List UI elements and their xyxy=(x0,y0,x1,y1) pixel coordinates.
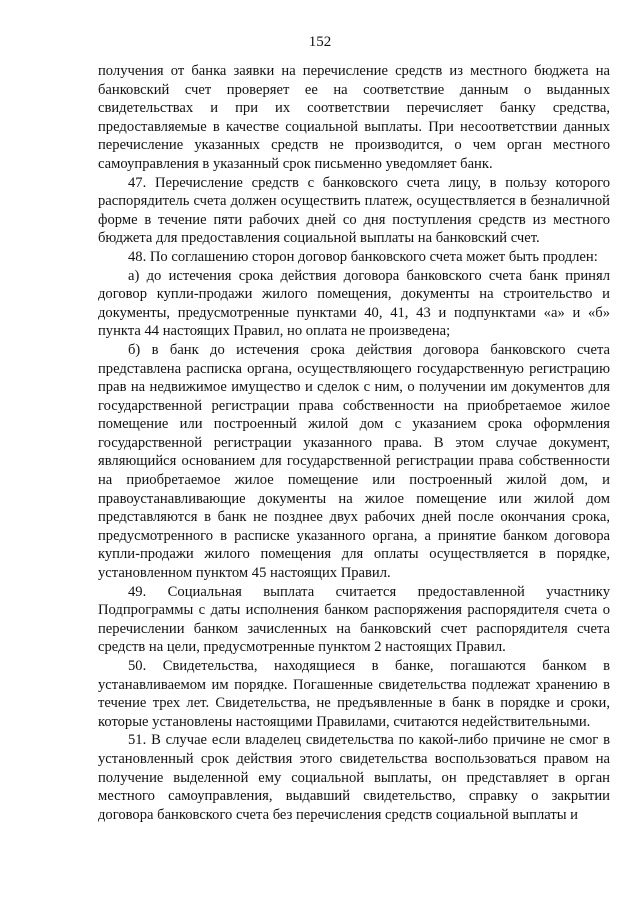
paragraph-49: 49. Социальная выплата считается предоставленной участнику Подпрограммы с даты исполнения банком распоряжения распорядителя счета о перечислении банком зачисленных на банковский счет распорядителя счета средств на цели, предусмотренные пунктом 2 настоящих Правил. xyxy=(98,583,610,656)
paragraph-51: 51. В случае если владелец свидетельства по какой-либо причине не смог в установленный срок действия этого свидетельства воспользоваться правом на получение выделенной ему социальной выплаты, он представляет в орган местного самоуправления, выдавший свидетельство, справку о закрытии договора банковского счета без перечисления средств социальной выплаты и xyxy=(98,732,610,823)
paragraph-48: 48. По соглашению сторон договор банковского счета может быть продлен: xyxy=(128,248,598,265)
paragraph-50: 50. Свидетельства, находящиеся в банке, погашаются банком в устанавливаемом им порядке. Погашенные свидетельства подлежат хранению в течение трех лет. Свидетельства, не предъявленные в банк в порядке и сроки, которые установлены настоящими Правилами, считаются недействительными. xyxy=(98,658,610,730)
paragraph-48-a: а) до истечения срока действия договора банковского счета банк принял договор купли-продажи жилого помещения, документы на строительство и документы, предусмотренные пунктами 40, 41, 43 и подпунктами «а» и «б» пункта 44 настоящих Правил, но оплата не произведена; xyxy=(98,267,610,340)
page-number: 152 xyxy=(308,34,332,50)
body-text xyxy=(98,62,610,824)
paragraph-48-b: б) в банк до истечения срока действия договора банковского счета представлена расписка органа, осуществляющего государственную регистрацию прав на недвижимое имущество и сделок с ним, о получении им документов для государственной регистрации права собственности на приобретаемое жилое помещение или построенный жилой дом с указанием срока оформления государственной регистрации указанного права. В этом случае документ, являющийся основанием для государственной регистрации права собственности на приобретаемое жилое помещение или построенный жилой дом, и правоустанавливающие документы на жилое помещение или жилой дом представляются в банк не позднее двух рабочих дней после окончания срока, предусмотренного в расписке указанного органа, а принятие банком договора купли-продажи жилого помещения для оплаты осуществляется в порядке, установленном пунктом 45 настоящих Правил. xyxy=(98,341,610,582)
paragraph-47: 47. Перечисление средств с банковского счета лицу, в пользу которого распорядитель счета должен осуществить платеж, осуществляется в безналичной форме в течение пяти рабочих дней со дня поступления средств из местного бюджета для предоставления социальной выплаты на банковский счет. xyxy=(98,174,610,247)
paragraph-continuation: получения от банка заявки на перечисление средств из местного бюджета на банковский счет проверяет ее на соответствие данным о выданных свидетельствах и при их соответствии перечисляет банку средства, предоставляемые в качестве социальной выплаты. При несоответствии данных перечисление указанных средств не производится, о чем орган местного самоуправления в указанный срок письменно уведомляет банк. xyxy=(98,63,610,172)
